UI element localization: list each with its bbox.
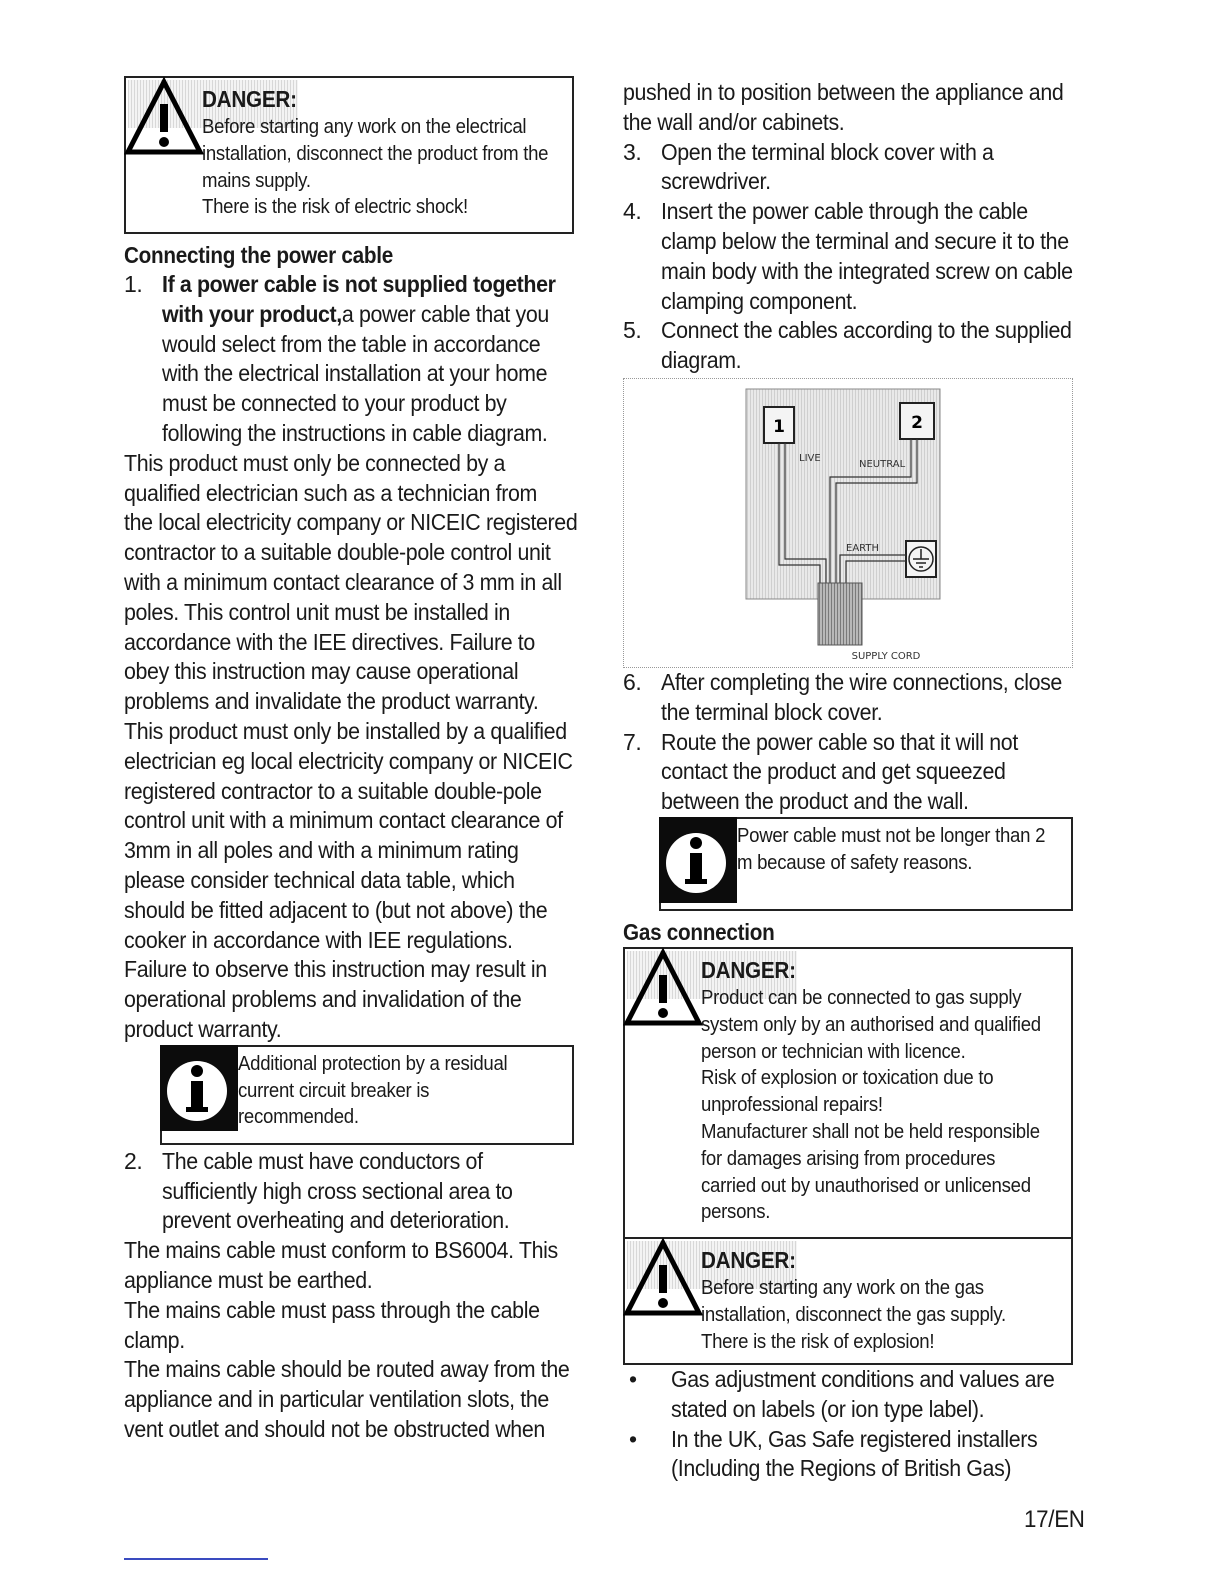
paragraph-mains-cable: The mains cable must conform to BS6004. This appliance must be earthed. The mains cable must pass through the cable clamp. The mains cable should be routed away from the appliance and in particular ventilation slots, the vent outlet and should not be obstructed when	[124, 1237, 570, 1442]
earth-label: EARTH	[846, 542, 880, 554]
danger-box-electrical: DANGER: Before starting any work on the electrical installation, disconnect the product from the mains supply. There is the risk of electric shock!	[124, 76, 574, 234]
supply-cord-label: SUPPLY CORD	[851, 650, 921, 662]
info-box-cable-length: Power cable must not be longer than 2 m because of safety reasons.	[659, 817, 1073, 911]
supply-cord	[818, 583, 862, 645]
list-item-5: 5. Connect the cables according to the supplied diagram.	[623, 317, 1072, 374]
danger-title: DANGER:	[701, 1246, 796, 1273]
danger-title: DANGER:	[202, 86, 297, 112]
list-item-3: 3. Open the terminal block cover with a screwdriver.	[623, 138, 994, 195]
list-item-7: 7. Route the power cable so that it will not contact the product and get squeezed between the product and the wall.	[623, 728, 1018, 815]
info-box-rcd: Additional protection by a residual current circuit breaker is recommended.	[160, 1045, 574, 1145]
danger-box-gas-authorised: DANGER: Product can be connected to gas supply system only by an authorised and qualified person or technician with licence. Risk of explosion or toxication due to unprofessional repairs! Manufacturer shall not be held responsible for damages arising from procedures carried out by unauthorised or unlicensed persons.	[623, 947, 1073, 1239]
right-column: pushed in to position between the appliance and the wall and/or cabinets. 3. Open the terminal block cover with a screwdriver. 4. Insert the power cable through the cable clamp below the terminal and secure it to the main body with the integrated screw on cable clamping component. 5. Connect the cables according to the supplied diagram. 1 2 LIVE NEUTRAL EARTH SUPPLY CORD 6. After completing the wire connections, close the terminal block cover. 7. Route the power cable so that it will not contact the product and get squeezed between the product and the wall. Power cable must not be longer than 2 m because of safety reasons. Gas connection DANGER: Product can be connected to gas supply system only by an authorised and qualified person or technician with licence. Risk of explosion or toxication due to unprofessional repairs! Manufacturer shall not be held responsible for damages arising from procedures carried out by unauthorised or unlicensed persons. DANGER: Before starting any work on the gas installation, disconnect the gas supply. There is the risk of explosion! • Gas adjustment conditions and values are stated on labels (or ion type label). • In the UK, Gas Safe registered installers (Including the Regions of British Gas)	[623, 78, 1085, 1484]
terminal-2-label: 2	[911, 412, 923, 433]
left-column	[124, 76, 586, 1445]
danger-box-gas-supply: DANGER: Before starting any work on the gas installation, disconnect the gas supply. There is the risk of explosion!	[623, 1237, 1073, 1365]
bullet-item-gas-safe: • In the UK, Gas Safe registered installers (Including the Regions of British Gas)	[629, 1425, 1038, 1482]
footer-rule	[124, 1558, 268, 1560]
list-item-6: 6. After completing the wire connections, close the terminal block cover.	[623, 668, 1062, 725]
terminal-1-label: 1	[773, 416, 785, 437]
list-item-4: 4. Insert the power cable through the cable clamp below the terminal and secure it to the main body with the integrated screw on cable clamping component.	[623, 198, 1073, 314]
wiring-diagram	[623, 378, 1073, 668]
bullet-item-gas-adjustment: • Gas adjustment conditions and values are stated on labels (or ion type label).	[629, 1365, 1055, 1422]
section-heading-power-cable: Connecting the power cable	[124, 242, 394, 268]
list-item-2: 2. The cable must have conductors of sufficiently high cross sectional area to prevent overheating and deterioration.	[124, 1147, 513, 1234]
section-heading-gas: Gas connection	[623, 918, 775, 945]
wiring-diagram-graphic	[624, 379, 1072, 667]
list-item-1: 1. If a power cable is not supplied together with your product,a power cable that you would select from the table in accordance with the electrical installation at your home must be connected to your product by following the instructions in cable diagram.	[124, 271, 556, 446]
paragraph-installation: This product must only be connected by a qualified electrician such as a technician from the local electricity company or NICEIC registered contractor to a suitable double-pole control unit with a minimum contact clearance of 3 mm in all poles. This control unit must be installed in accordance with the IEE directives. Failure to obey this instruction may cause operational problems and invalidate the product warranty. This product must only be installed by a qualified electrician eg local electricity company or NICEIC registered contractor to a suitable double-pole control unit with a minimum contact clearance of 3mm in all poles and with a minimum rating please consider technical data table, which should be fitted adjacent to (but not above) the cooker in accordance with IEE regulations. Failure to observe this instruction may result in operational problems and invalidation of the product warranty.	[124, 449, 578, 1042]
neutral-label: NEUTRAL	[859, 458, 906, 470]
page-number: 17/EN	[1024, 1506, 1085, 1533]
live-label: LIVE	[799, 452, 821, 464]
danger-title: DANGER:	[701, 956, 796, 983]
